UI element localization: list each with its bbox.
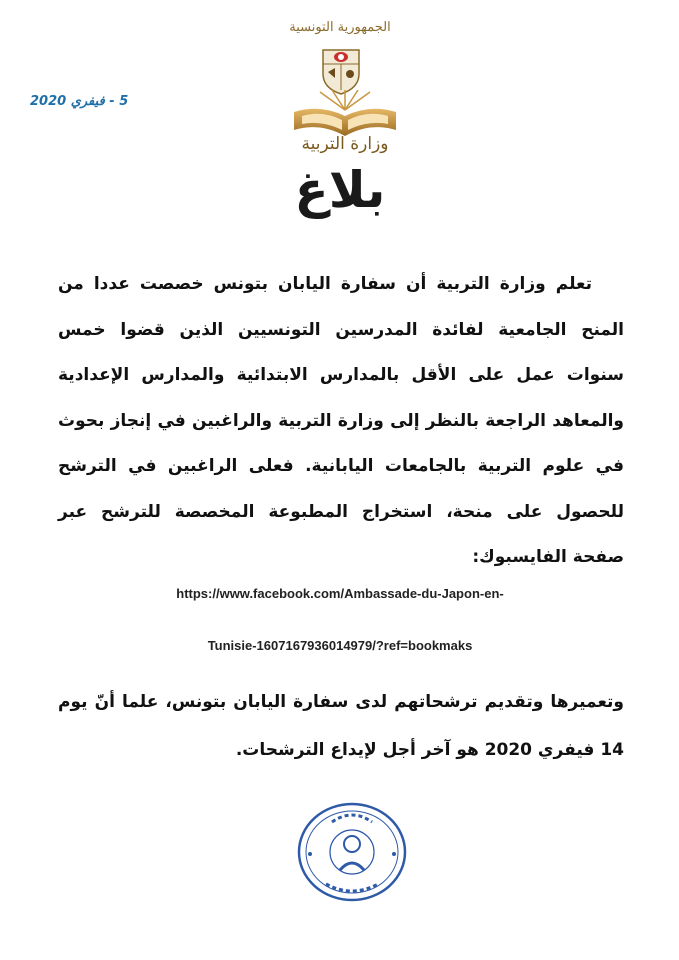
paragraph-intro: تعلم وزارة التربية أن سفارة اليابان بتونس خصصت عددا من المنح الجامعية لفائدة المدرسين التونسيين الذين قضوا خمس سنوات عمل على الأقل بالمدارس الابتدائية والمدارس الإعدادية والمعاهد الراجعة بالنظر إلى وزارة التربية والراغبين في إنجاز بحوث في علوم التربية بالجامعات اليابانية. فعلى الراغبين في الترشح للحصول على منحة، استخراج المطبوعة المخصصة للترشح عبر صفحة الفايسبوك: — [58, 274, 624, 567]
announcement-closing — [58, 678, 624, 774]
official-stamp-icon — [296, 800, 408, 904]
ministry-name: وزارة التربية — [301, 134, 389, 154]
date-label: 5 - فيفري 2020 — [30, 94, 129, 109]
republic-header: الجمهورية التونسية — [289, 20, 391, 35]
paragraph-deadline: وتعميرها وتقديم ترشحاتهم لدى سفارة اليابان بتونس، علما أنّ يوم 14 فيفري 2020 هو آخر أجل لإيداع الترشحات. — [58, 692, 624, 760]
page-title: بلاغ — [294, 161, 386, 219]
open-book-logo-icon — [290, 90, 400, 140]
announcement-body — [58, 262, 624, 581]
tunisia-coat-of-arms-icon — [313, 44, 369, 96]
facebook-url-line-1[interactable]: https://www.facebook.com/Ambassade-du-Japon-en- — [176, 586, 504, 601]
facebook-url-line-2[interactable]: Tunisie-1607167936014979/?ref=bookmaks — [207, 638, 473, 653]
